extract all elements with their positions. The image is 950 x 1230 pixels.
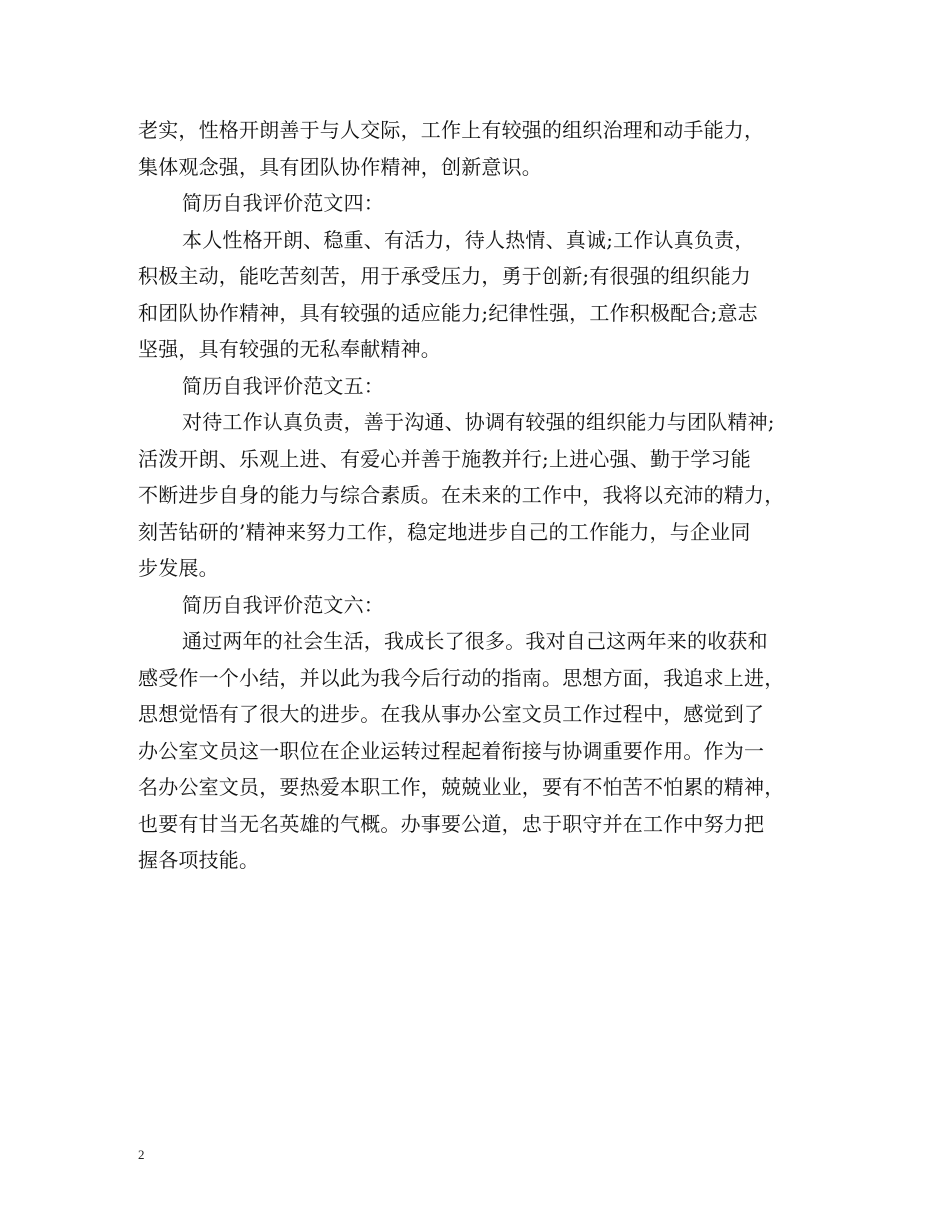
text-line: 积极主动，能吃苦刻苦，用于承受压力，勇于创新;有很强的组织能力 <box>138 264 751 288</box>
text-line: 集体观念强，具有团队协作精神，创新意识。 <box>138 154 542 179</box>
text-line: 老实，性格开朗善于与人交际，工作上有较强的组织治理和动手能力， <box>138 118 765 142</box>
document-body <box>138 112 814 879</box>
text-line: 步发展。 <box>138 556 219 580</box>
text-line: 简历自我评价范文四： <box>182 191 384 215</box>
text-line: 办公室文员这一职位在企业运转过程起着衔接与协调重要作用。作为一 <box>138 738 765 763</box>
text-line: 通过两年的社会生活，我成长了很多。我对自己这两年来的收获和 <box>182 629 768 653</box>
text-line: 刻苦钻研的’精神来努力工作，稳定地进步自己的工作能力，与企业同 <box>138 519 751 544</box>
text-line: 思想觉悟有了很大的进步。在我从事办公室文员工作过程中，感觉到了 <box>138 702 765 726</box>
text-line: 坚强，具有较强的无私奉献精神。 <box>138 337 441 361</box>
text-line: 简历自我评价范文五： <box>182 373 384 398</box>
text-line: 感受作一个小结，并以此为我今后行动的指南。思想方面，我追求上进， <box>138 665 785 690</box>
text-line: 本人性格开朗、稳重、有活力，待人热情、真诚;工作认真负责， <box>182 227 755 252</box>
text-line: 和团队协作精神，具有较强的适应能力;纪律性强，工作积极配合;意志 <box>138 300 758 325</box>
text-line: 活泼开朗、乐观上进、有爱心并善于施教并行;上进心强、勤于学习能 <box>138 446 751 471</box>
page-number: 2 <box>138 1147 145 1162</box>
text-line: 对待工作认真负责，善于沟通、协调有较强的组织能力与团队精神; <box>182 410 775 434</box>
text-line: 握各项技能。 <box>138 848 260 872</box>
text-line: 也要有甘当无名英雄的气概。办事要公道，忠于职守并在工作中努力把 <box>138 811 765 836</box>
text-line: 简历自我评价范文六： <box>182 592 384 617</box>
text-line: 名办公室文员，要热爱本职工作，兢兢业业，要有不怕苦不怕累的精神， <box>138 775 785 799</box>
text-line: 不断进步自身的能力与综合素质。在未来的工作中，我将以充沛的精力， <box>138 483 785 507</box>
